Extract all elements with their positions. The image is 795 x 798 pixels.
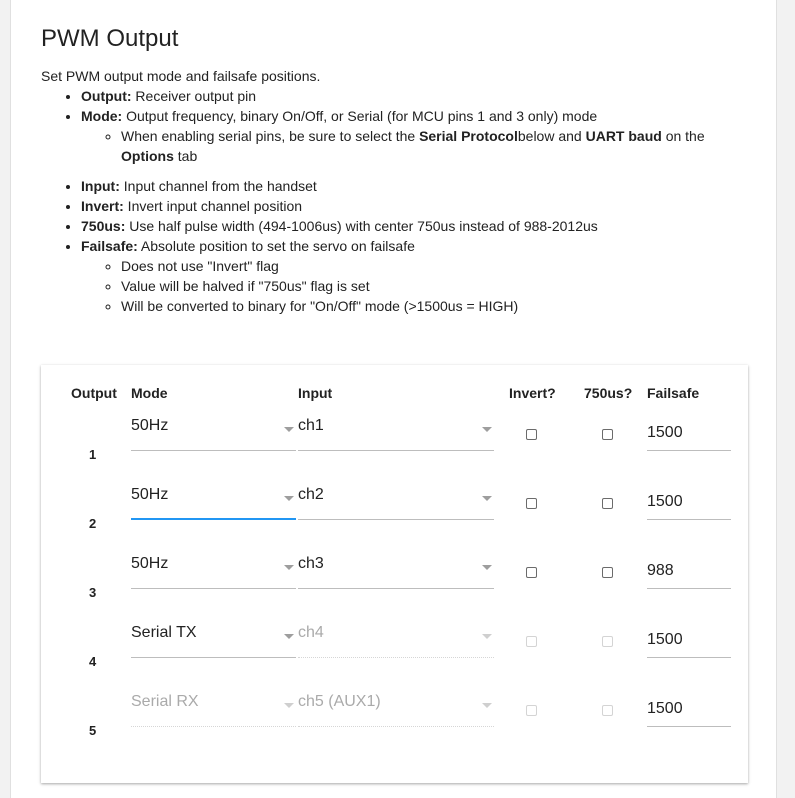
failsafe-note: ◦ Value will be halved if "750us" flag is set [121,276,761,296]
750us-checkbox [602,705,613,716]
failsafe-input[interactable] [647,415,731,451]
help-serial-note: ◦ When enabling serial pins, be sure to select the Serial Protocolbelow and UART baud on the Options tab [121,126,761,166]
invert-checkbox[interactable] [526,429,537,440]
chevron-down-icon [482,427,492,432]
help-list [41,86,761,316]
invert-checkbox [526,705,537,716]
table-row [41,484,748,553]
output-number: 1 [89,447,97,462]
input-select[interactable] [298,484,494,520]
chevron-down-icon [284,703,294,708]
failsafe-note: ◦ Does not use "Invert" flag [121,256,761,276]
chevron-down-icon [284,565,294,570]
help-failsafe: • Failsafe: Absolute position to set the servo on failsafe ◦ Does not use "Invert" flag ◦ Value will be halved if "750us" flag is set ◦ Will be converted to binary for "On/Off" mode (>1500us = HIGH) [81,236,761,316]
output-number: 5 [89,723,97,738]
chevron-down-icon [284,427,294,432]
invert-checkbox[interactable] [526,567,537,578]
output-number: 4 [89,654,97,669]
750us-checkbox[interactable] [602,567,613,578]
mode-select[interactable] [131,484,296,520]
input-select[interactable] [298,415,494,451]
help-output: • Output: Receiver output pin [81,86,761,106]
failsafe-input[interactable] [647,622,731,658]
header-mode: Mode [131,385,168,401]
output-number: 3 [89,585,97,600]
mode-select [131,691,296,727]
help-input: • Input: Input channel from the handset [81,176,761,196]
input-select [298,691,494,727]
header-input: Input [298,385,333,401]
header-failsafe: Failsafe [647,385,700,401]
help-mode: • Mode: Output frequency, binary On/Off, or Serial (for MCU pins 1 and 3 only) mode ◦ When enabling serial pins, be sure to select the Serial Protocolbelow and UART baud on the Options tab [81,106,761,166]
mode-value: Serial RX [131,693,199,710]
chevron-down-icon [284,496,294,501]
input-value: ch2 [298,486,324,503]
table-row [41,691,748,760]
pwm-output-card [10,0,777,798]
mode-select[interactable] [131,622,296,658]
description [41,66,761,316]
mode-select[interactable] [131,415,296,451]
750us-checkbox[interactable] [602,498,613,509]
invert-checkbox [526,636,537,647]
failsafe-input[interactable] [647,553,731,589]
input-select[interactable] [298,553,494,589]
mode-value: 50Hz [131,555,169,572]
chevron-down-icon [482,703,492,708]
help-750us: • 750us: Use half pulse width (494-1006us) with center 750us instead of 988-2012us [81,216,761,236]
help-invert: • Invert: Invert input channel position [81,196,761,216]
header-invert: Invert? [509,385,556,401]
page-title: PWM Output [41,25,179,52]
mode-value: Serial TX [131,624,197,641]
table-row [41,415,748,484]
chevron-down-icon [482,565,492,570]
invert-checkbox[interactable] [526,498,537,509]
header-output: Output [71,385,117,401]
chevron-down-icon [482,634,492,639]
input-select [298,622,494,658]
failsafe-input[interactable] [647,691,731,727]
750us-checkbox [602,636,613,647]
input-value: ch5 (AUX1) [298,693,381,710]
chevron-down-icon [284,634,294,639]
mode-value: 50Hz [131,417,169,434]
header-750us: 750us? [584,385,633,401]
failsafe-note: ◦ Will be converted to binary for "On/Off" mode (>1500us = HIGH) [121,296,761,316]
help-failsafe-notes [81,256,761,316]
output-number: 2 [89,516,97,531]
intro-text: Set PWM output mode and failsafe positions. [41,68,321,84]
input-value: ch1 [298,417,324,434]
table-row [41,622,748,691]
750us-checkbox[interactable] [602,429,613,440]
help-mode-notes [81,126,761,166]
table-row [41,553,748,622]
failsafe-input[interactable] [647,484,731,520]
pwm-table-panel [41,365,748,783]
input-value: ch3 [298,555,324,572]
chevron-down-icon [482,496,492,501]
mode-select[interactable] [131,553,296,589]
mode-value: 50Hz [131,486,169,503]
input-value: ch4 [298,624,324,641]
